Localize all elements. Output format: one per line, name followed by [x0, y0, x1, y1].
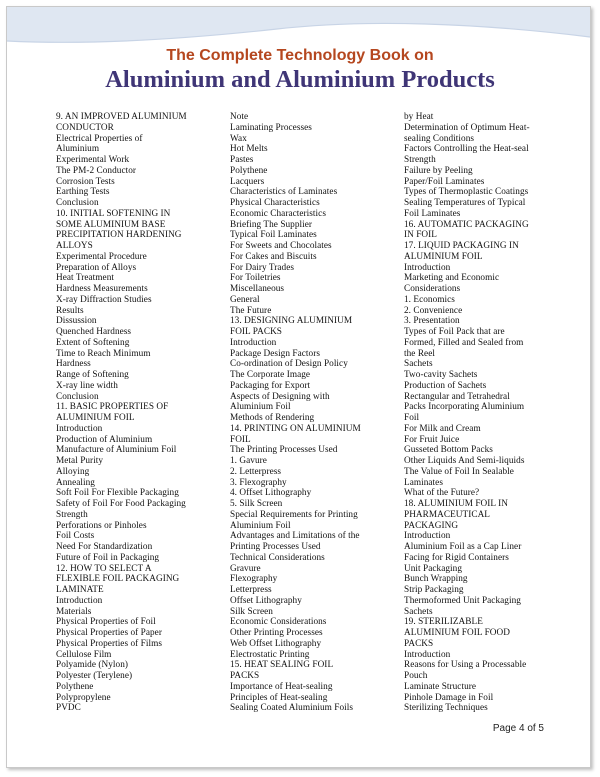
- contents-line: Heat Treatment: [56, 273, 114, 284]
- contents-line: 5. Silk Screen: [230, 499, 283, 509]
- contents-line: Foil Costs: [56, 531, 95, 542]
- contents-line: Packs Incorporating Aluminium: [404, 402, 525, 413]
- page-number: Page 4 of 5: [492, 723, 544, 734]
- book-title: Aluminium and Aluminium Products: [105, 66, 495, 93]
- contents-line: Wax: [230, 133, 247, 144]
- contents-line: Facing for Rigid Containers: [404, 552, 509, 563]
- contents-line: 13. DESIGNING ALUMINIUM: [230, 316, 353, 327]
- contents-line: Pinhole Damage in Foil: [404, 692, 494, 703]
- contents-line: Miscellaneous: [230, 284, 285, 294]
- contents-line: Silk Screen: [230, 606, 273, 617]
- contents-column-1: [56, 112, 232, 714]
- contents-line: FLEXIBLE FOIL PACKAGING: [56, 574, 180, 585]
- header-wave-shape: [7, 7, 590, 42]
- book-subtitle: The Complete Technology Book on: [166, 47, 434, 64]
- contents-line: PVDC: [56, 703, 81, 714]
- contents-line: Sealing Coated Aluminium Foils: [230, 703, 354, 714]
- contents-line: Lacquers: [230, 176, 265, 187]
- contents-line: Considerations: [404, 284, 461, 294]
- contents-line: ALLOYS: [56, 241, 93, 251]
- contents-line: Sachets: [404, 606, 433, 617]
- contents-line: Introduction: [404, 649, 451, 660]
- contents-line: Types of Thermoplastic Coatings: [404, 187, 529, 198]
- contents-line: Polyamide (Nylon): [56, 660, 129, 671]
- contents-line: PACKS: [404, 638, 434, 649]
- contents-line: 2. Convenience: [404, 305, 463, 316]
- contents-line: 1. Economics: [404, 294, 455, 305]
- contents-line: Preparation of Alloys: [56, 262, 137, 273]
- contents-line: 1. Gavure: [230, 456, 267, 466]
- contents-line: Introduction: [404, 531, 451, 542]
- contents-line: Soft Foil For Flexible Packaging: [56, 488, 179, 499]
- contents-line: 11. BASIC PROPERTIES OF: [56, 402, 169, 413]
- contents-line: LAMINATE: [56, 585, 104, 595]
- contents-line: Electrostatic Printing: [230, 649, 310, 660]
- contents-line: The Value of Foil In Sealable: [404, 466, 514, 477]
- contents-line: 4. Offset Lithography: [230, 488, 312, 499]
- contents-line: Future of Foil in Packaging: [56, 552, 160, 563]
- contents-line: Reasons for Using a Processable: [404, 660, 527, 671]
- contents-line: Aluminium Foil: [230, 520, 291, 531]
- contents-line: Sachets: [404, 359, 433, 370]
- contents-line: 10. INITIAL SOFTENING IN: [56, 208, 171, 219]
- contents-line: Aluminium Foil: [230, 402, 291, 413]
- contents-line: Physical Properties of Paper: [56, 628, 162, 638]
- contents-line: Gravure: [230, 563, 261, 574]
- contents-line: Bunch Wrapping: [404, 574, 468, 585]
- contents-line: 14. PRINTING ON ALUMINIUM: [230, 423, 361, 434]
- contents-line: Production of Aluminium: [56, 434, 153, 445]
- contents-line: Strength: [56, 509, 88, 520]
- contents-line: Introduction: [56, 595, 103, 606]
- contents-line: Polypropylene: [56, 692, 111, 703]
- contents-line: Cellulose Film: [56, 649, 112, 660]
- contents-line: 16. AUTOMATIC PACKAGING: [404, 219, 529, 230]
- contents-line: PACKS: [230, 671, 260, 681]
- contents-line: Failure by Peeling: [404, 165, 473, 176]
- contents-line: Economic Characteristics: [230, 208, 326, 219]
- contents-line: For Toiletries: [230, 273, 281, 284]
- contents-column-3: [404, 112, 580, 714]
- contents-line: Materials: [56, 606, 92, 617]
- contents-line: Strength: [404, 155, 436, 165]
- contents-line: Methods of Rendering: [230, 413, 315, 423]
- contents-line: For Sweets and Chocolates: [230, 241, 332, 251]
- contents-line: Conclusion: [56, 391, 99, 402]
- contents-line: Perforations or Pinholes: [56, 520, 147, 531]
- contents-line: ALUMINIUM FOIL: [404, 251, 483, 262]
- contents-line: Time to Reach Minimum: [56, 348, 151, 359]
- contents-line: FOIL PACKS: [230, 327, 282, 337]
- contents-line: ALUMINIUM FOIL: [56, 413, 135, 423]
- contents-line: Principles of Heat-sealing: [230, 692, 328, 703]
- contents-line: Quenched Hardness: [56, 327, 132, 337]
- contents-line: sealing Conditions: [404, 133, 475, 144]
- contents-line: Importance of Heat-sealing: [230, 681, 333, 692]
- contents-line: Electrical Properties of: [56, 133, 143, 144]
- contents-line: Packaging for Export: [230, 380, 311, 391]
- contents-line: Pouch: [404, 671, 428, 681]
- contents-line: Production of Sachets: [404, 380, 487, 391]
- contents-line: Strip Packaging: [404, 585, 464, 595]
- contents-line: Safety of Foil For Food Packaging: [56, 499, 186, 509]
- contents-line: by Heat: [404, 112, 434, 122]
- contents-line: Manufacture of Aluminium Foil: [56, 445, 177, 456]
- contents-line: Extent of Softening: [56, 337, 130, 348]
- contents-line: For Cakes and Biscuits: [230, 251, 317, 262]
- contents-line: CONDUCTOR: [56, 122, 114, 133]
- contents-line: Results: [56, 305, 84, 316]
- contents-line: Special Requirements for Printing: [230, 509, 358, 520]
- contents-line: IN FOIL: [404, 230, 437, 241]
- contents-line: Rectangular and Tetrahedral: [404, 391, 510, 402]
- contents-line: The Corporate Image: [230, 370, 311, 380]
- contents-line: Determination of Optimum Heat-: [404, 122, 530, 133]
- contents-line: 17. LIQUID PACKAGING IN: [404, 241, 519, 251]
- contents-line: Other Liquids And Semi-liquids: [404, 456, 525, 466]
- contents-line: Laminating Processes: [230, 122, 312, 133]
- contents-line: Need For Standardization: [56, 542, 153, 552]
- contents-line: Package Design Factors: [230, 348, 320, 359]
- contents-line: Alloying: [56, 466, 90, 477]
- contents-line: Introduction: [404, 262, 451, 273]
- contents-line: X-ray line width: [56, 380, 118, 391]
- contents-line: Aluminium: [56, 144, 100, 155]
- contents-line: Marketing and Economic: [404, 273, 500, 284]
- contents-line: Dissussion: [56, 316, 97, 327]
- contents-line: Foil: [404, 413, 420, 423]
- contents-line: 15. HEAT SEALING FOIL: [230, 660, 334, 671]
- contents-line: Hardness: [56, 359, 91, 370]
- contents-line: the Reel: [404, 348, 435, 359]
- contents-line: Sealing Temperatures of Typical: [404, 198, 526, 208]
- contents-line: The Printing Processes Used: [230, 445, 338, 456]
- contents-line: PRECIPITATION HARDENING: [56, 230, 182, 241]
- contents-line: ALUMINIUM FOIL FOOD: [404, 628, 510, 638]
- contents-line: Metal Purity: [56, 456, 104, 466]
- contents-line: Technical Considerations: [230, 552, 325, 563]
- contents-line: Introduction: [56, 423, 103, 434]
- contents-line: Letterpress: [230, 585, 272, 595]
- contents-line: Polyester (Terylene): [56, 671, 133, 681]
- contents-line: Hot Melts: [230, 144, 268, 155]
- contents-column-2: [230, 112, 406, 714]
- contents-line: Conclusion: [56, 198, 99, 208]
- contents-line: Physical Characteristics: [230, 198, 320, 208]
- contents-line: 3. Flexography: [230, 477, 287, 488]
- contents-line: Other Printing Processes: [230, 628, 323, 638]
- contents-line: Web Offset Lithography: [230, 638, 322, 649]
- contents-line: 12. HOW TO SELECT A: [56, 563, 152, 574]
- contents-line: SOME ALUMINIUM BASE: [56, 219, 166, 230]
- contents-line: Experimental Work: [56, 155, 130, 165]
- contents-line: Types of Foil Pack that are: [404, 327, 505, 337]
- contents-line: Corrosion Tests: [56, 176, 115, 187]
- contents-line: Note: [230, 112, 249, 122]
- contents-line: Aspects of Designing with: [230, 391, 330, 402]
- contents-line: What of the Future?: [404, 488, 480, 499]
- contents-line: Range of Softening: [56, 370, 129, 380]
- contents-line: Co-ordination of Design Policy: [230, 359, 348, 370]
- contents-line: Advantages and Limitations of the: [230, 531, 360, 542]
- contents-line: X-ray Diffraction Studies: [56, 294, 152, 305]
- contents-line: 18. ALUMINIUM FOIL IN: [404, 499, 508, 509]
- contents-line: Typical Foil Laminates: [230, 230, 317, 241]
- contents-line: Two-cavity Sachets: [404, 370, 478, 380]
- contents-line: 2. Letterpress: [230, 466, 282, 477]
- contents-line: Economic Considerations: [230, 617, 327, 628]
- contents-line: Briefing The Supplier: [230, 219, 313, 230]
- contents-line: Paper/Foil Laminates: [404, 176, 485, 187]
- contents-line: For Fruit Juice: [404, 434, 460, 445]
- contents-line: Pastes: [230, 155, 254, 165]
- contents-line: Annealing: [56, 477, 95, 488]
- contents-line: Experimental Procedure: [56, 251, 147, 262]
- contents-line: 9. AN IMPROVED ALUMINIUM: [56, 112, 187, 122]
- contents-line: The Future: [230, 305, 272, 316]
- contents-line: Gusseted Bottom Packs: [404, 445, 493, 456]
- contents-line: 3. Presentation: [404, 316, 460, 327]
- contents-line: Thermoformed Unit Packaging: [404, 595, 521, 606]
- contents-line: General: [230, 294, 260, 305]
- contents-line: 19. STERILIZABLE: [404, 617, 483, 628]
- contents-line: Sterilizing Techniques: [404, 703, 488, 714]
- contents-line: For Dairy Trades: [230, 262, 295, 273]
- contents-line: FOIL: [230, 434, 251, 445]
- contents-line: Hardness Measurements: [56, 284, 148, 294]
- contents-line: Physical Properties of Films: [56, 638, 162, 649]
- contents-line: Laminate Structure: [404, 681, 477, 692]
- contents-line: Offset Lithography: [230, 595, 302, 606]
- contents-line: Earthing Tests: [56, 187, 110, 198]
- contents-line: The PM-2 Conductor: [56, 165, 137, 176]
- contents-line: PHARMACEUTICAL: [404, 509, 491, 520]
- contents-line: Polythene: [230, 165, 268, 176]
- contents-line: Laminates: [404, 477, 443, 488]
- contents-line: Foil Laminates: [404, 208, 461, 219]
- contents-line: Factors Controlling the Heat-seal: [404, 144, 529, 155]
- contents-line: Unit Packaging: [404, 563, 462, 574]
- contents-line: Aluminium Foil as a Cap Liner: [404, 542, 522, 552]
- contents-line: Characteristics of Laminates: [230, 187, 338, 198]
- contents-line: Physical Properties of Foil: [56, 617, 156, 628]
- contents-line: For Milk and Cream: [404, 423, 481, 434]
- contents-line: Polythene: [56, 681, 94, 692]
- contents-line: Printing Processes Used: [230, 542, 321, 552]
- contents-line: Flexography: [230, 574, 278, 585]
- contents-line: Formed, Filled and Sealed from: [404, 337, 524, 348]
- contents-line: Introduction: [230, 337, 277, 348]
- contents-line: PACKAGING: [404, 520, 459, 531]
